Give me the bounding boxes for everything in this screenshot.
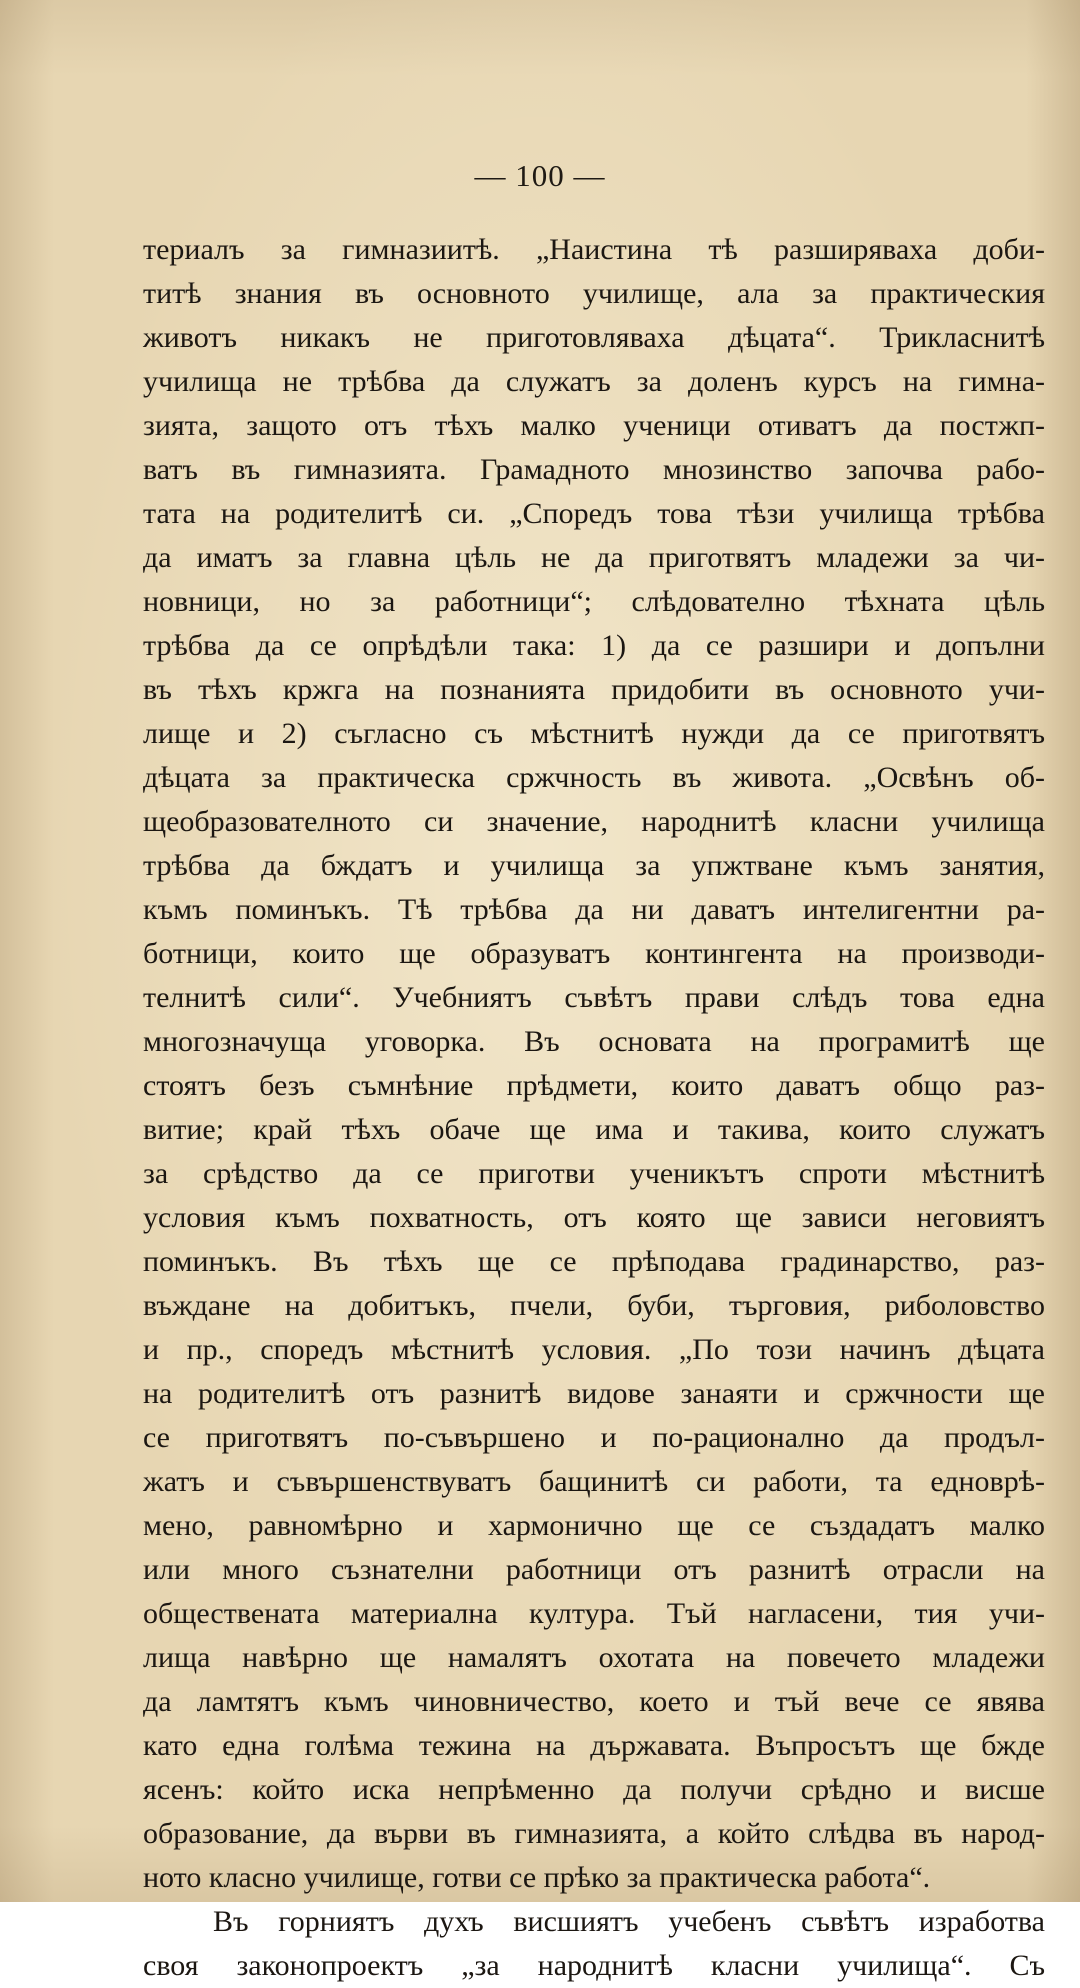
text-line: дѣцата за практическа сржчность въ живота. „Освѣнъ об- — [143, 761, 1045, 794]
text-line: образование, да върви въ гимназията, а който слѣдва въ народ- — [143, 1817, 1045, 1850]
text-line: мено, равномѣрно и хармонично ще се създадатъ малко — [143, 1509, 1045, 1542]
text-line: своя законопроектъ „за народнитѣ класни училища“. Съ — [143, 1949, 1045, 1982]
text-line: многозначуща уговорка. Въ основата на програмитѣ ще — [143, 1025, 1045, 1058]
text-line: да иматъ за главна цѣль не да приготвятъ младежи за чи- — [143, 541, 1045, 574]
text-line: трѣбва да се опрѣдѣли така: 1) да се разшири и допълни — [143, 629, 1045, 662]
text-line: се приготвятъ по-съвършено и по-рационално да продъл- — [143, 1421, 1045, 1454]
text-line: ясенъ: който иска непрѣменно да получи срѣдно и висше — [143, 1773, 1045, 1806]
text-line: новници, но за работници“; слѣдователно тѣхната цѣль — [143, 585, 1045, 618]
text-line: ботници, които ще образуватъ контингента на производи- — [143, 937, 1045, 970]
text-line: стоятъ безъ съмнѣние прѣдмети, които даватъ общо раз- — [143, 1069, 1045, 1102]
text-line: телнитѣ сили“. Учебниятъ съвѣтъ прави слѣдъ това една — [143, 981, 1045, 1014]
text-line: въ тѣхъ кржга на познанията придобити въ основното учи- — [143, 673, 1045, 706]
text-line: или много съзнателни работници отъ разнитѣ отрасли на — [143, 1553, 1045, 1586]
text-line: трѣбва да бждатъ и училища за упжтване къмъ занятия, — [143, 849, 1045, 882]
text-line: въждане на добитъкъ, пчели, буби, търговия, риболовство — [143, 1289, 1045, 1322]
text-line: зията, защото отъ тѣхъ малко ученици отиватъ да постжп- — [143, 409, 1045, 442]
text-line: щеобразователното си значение, народнитѣ класни училища — [143, 805, 1045, 838]
page-number: — 100 — — [474, 158, 606, 193]
text-line: като една голѣма тежина на държавата. Въпросътъ ще бжде — [143, 1729, 1045, 1762]
text-line-paragraph-start: Въ горниятъ духъ висшиятъ учебенъ съвѣтъ изработва — [213, 1905, 1045, 1938]
text-line: да ламтятъ къмъ чиновничество, което и тъй вече се явява — [143, 1685, 1045, 1718]
text-line: училища не трѣбва да служатъ за доленъ курсъ на гимна- — [143, 365, 1045, 398]
text-line: за срѣдство да се приготви ученикътъ спроти мѣстнитѣ — [143, 1157, 1045, 1190]
text-line: лище и 2) съгласно съ мѣстнитѣ нужди да се приготвятъ — [143, 717, 1045, 750]
body-text — [143, 228, 1045, 1988]
text-line: титѣ знания въ основното училище, ала за практическия — [143, 277, 1045, 310]
text-line: на родителитѣ отъ разнитѣ видове занаяти и сржчности ще — [143, 1377, 1045, 1410]
text-line: и пр., споредъ мѣстнитѣ условия. „По този начинъ дѣцата — [143, 1333, 1045, 1366]
text-line: обществената материална култура. Тъй нагласени, тия учи- — [143, 1597, 1045, 1630]
text-line: ватъ въ гимназията. Грамадното мнозинство започва рабо- — [143, 453, 1045, 486]
text-line: животъ никакъ не приготовляваха дѣцата“. Трикласнитѣ — [143, 321, 1045, 354]
text-line: лища навѣрно ще намалятъ охотата на повечето младежи — [143, 1641, 1045, 1674]
text-line: къмъ поминъкъ. Тѣ трѣбва да ни даватъ интелигентни ра- — [143, 893, 1045, 926]
text-line: витие; край тѣхъ обаче ще има и такива, които служатъ — [143, 1113, 1045, 1146]
text-line: поминъкъ. Въ тѣхъ ще се прѣподава градинарство, раз- — [143, 1245, 1045, 1278]
text-line: жатъ и съвършенствуватъ бащинитѣ си работи, та едновpѣ- — [143, 1465, 1045, 1498]
text-line: условия къмъ похватность, отъ която ще зависи неговиятъ — [143, 1201, 1045, 1234]
text-line: тата на родителитѣ си. „Споредъ това тѣзи училища трѣбва — [143, 497, 1045, 530]
text-line-paragraph-end: ното класно училище, готви се прѣко за практическа работа“. — [143, 1861, 931, 1894]
text-line: териалъ за гимназиитѣ. „Наистина тѣ разширяваха доби- — [143, 233, 1045, 266]
